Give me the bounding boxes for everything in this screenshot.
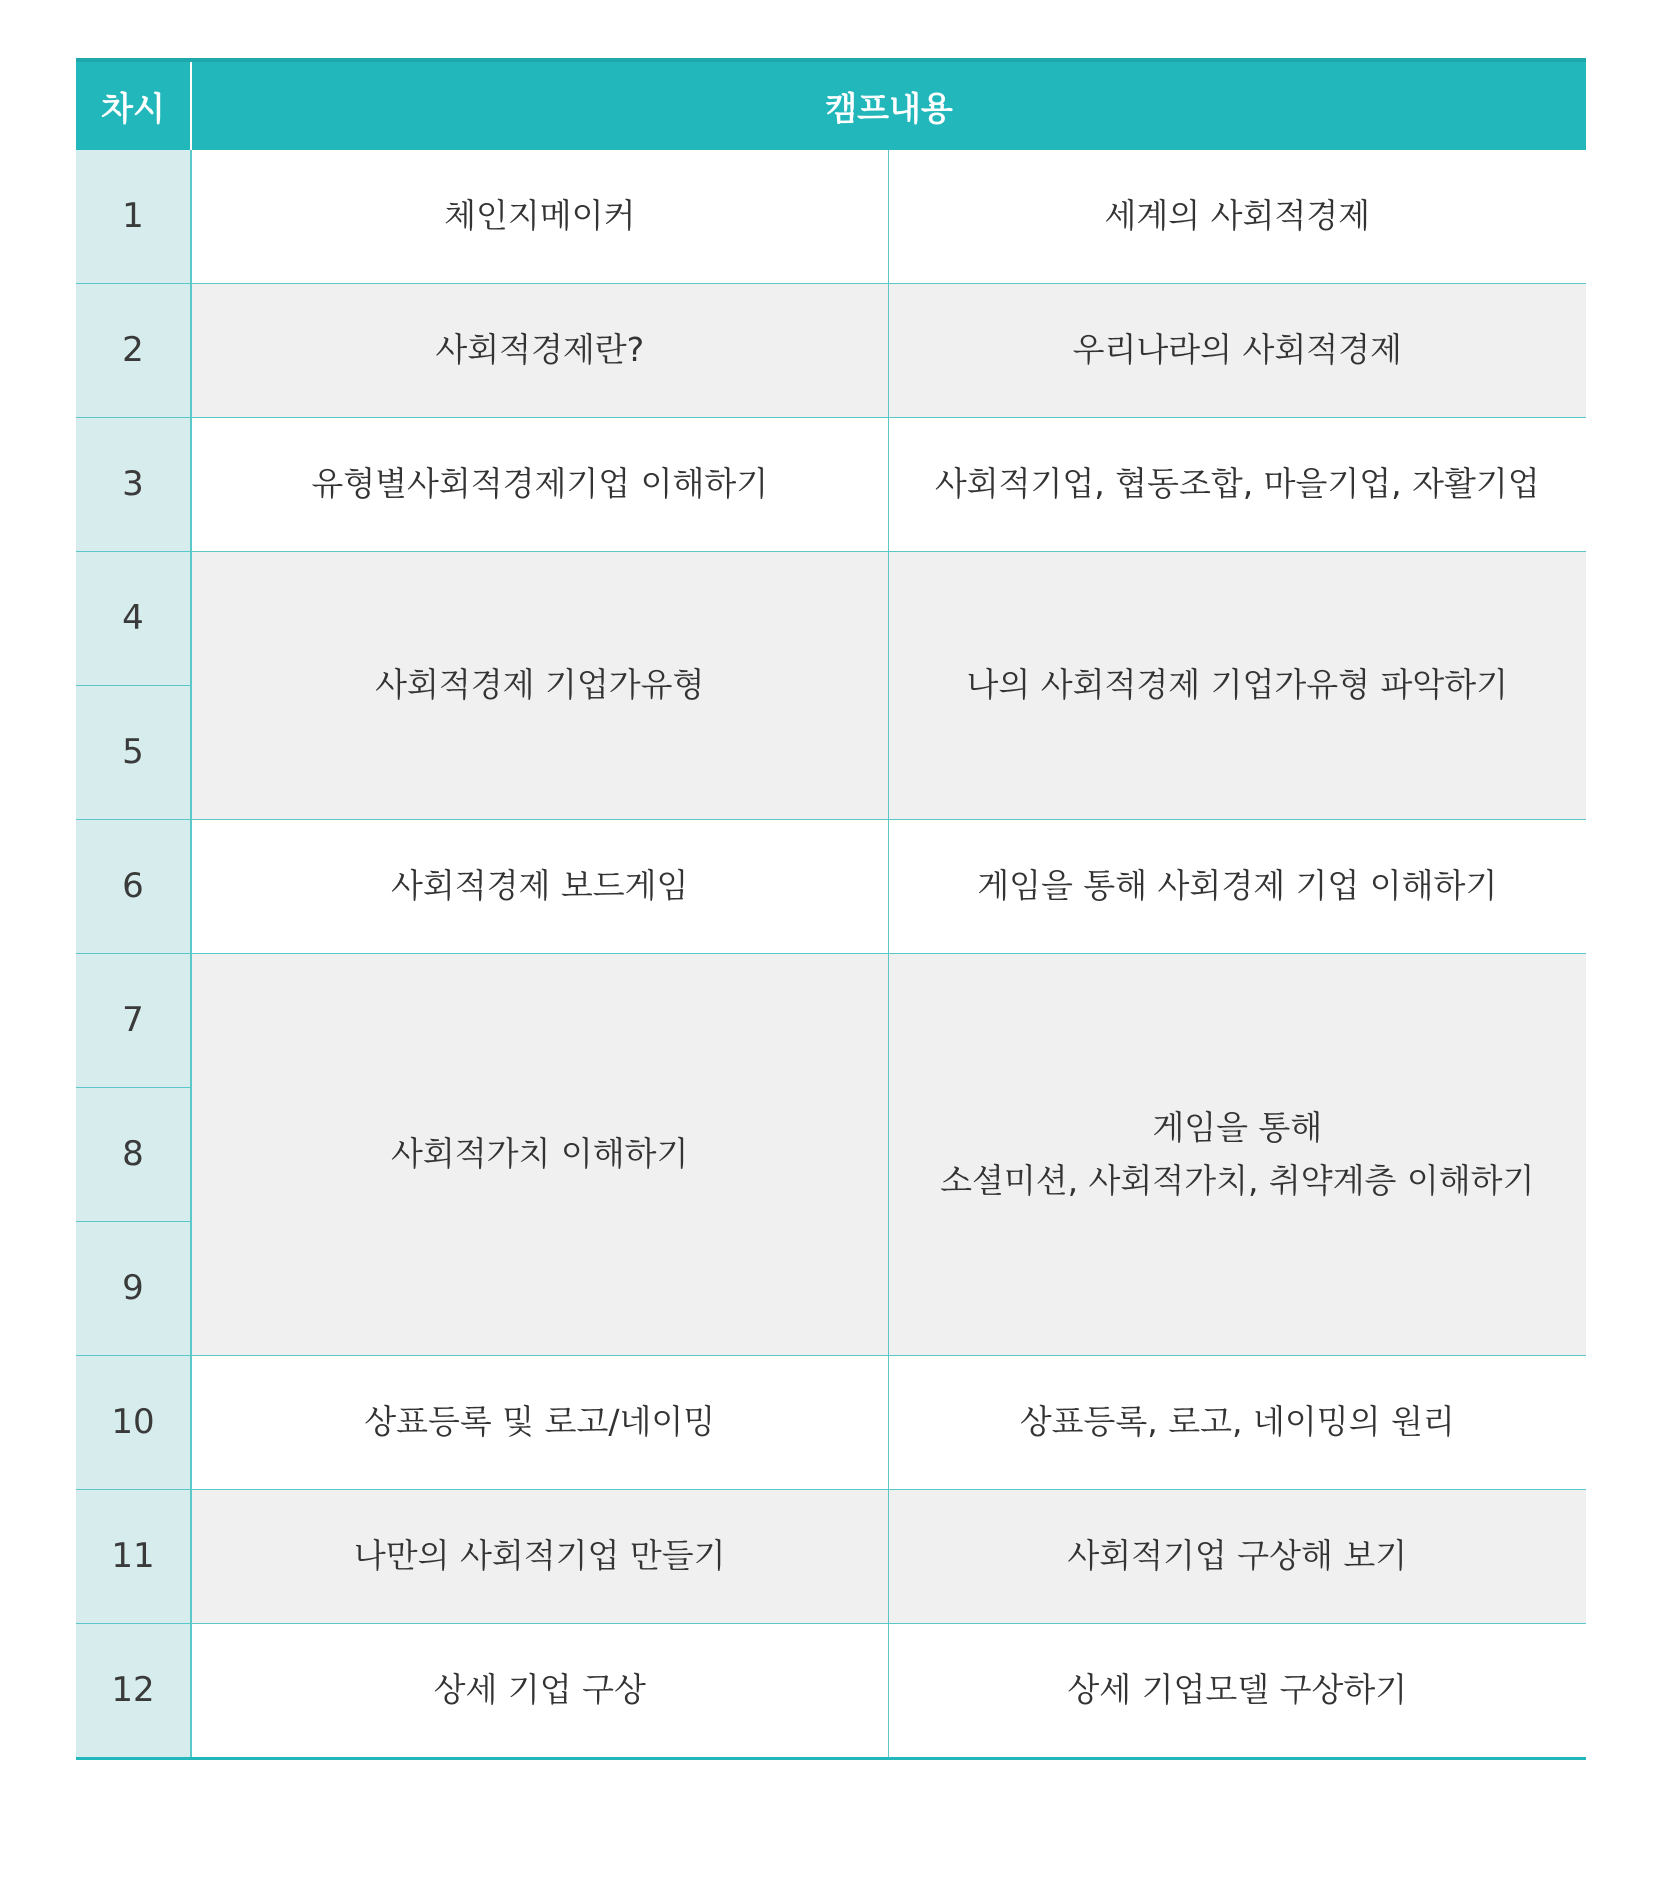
- session-detail: 상표등록, 로고, 네이밍의 원리: [888, 1356, 1586, 1490]
- table-row: [76, 284, 1586, 418]
- table-row: [76, 1356, 1586, 1490]
- session-topic: 나만의 사회적기업 만들기: [191, 1490, 888, 1624]
- header-camp-content: 캠프내용: [191, 60, 1586, 150]
- table-row: [76, 954, 1586, 1088]
- session-detail: 상세 기업모델 구상하기: [888, 1624, 1586, 1759]
- session-topic: 사회적가치 이해하기: [191, 954, 888, 1356]
- session-detail: 우리나라의 사회적경제: [888, 284, 1586, 418]
- session-number: 1: [76, 150, 191, 284]
- session-number: 2: [76, 284, 191, 418]
- session-number: 9: [76, 1222, 191, 1356]
- session-number: 11: [76, 1490, 191, 1624]
- session-topic: 사회적경제란?: [191, 284, 888, 418]
- session-detail: [888, 954, 1586, 1356]
- session-number: 5: [76, 686, 191, 820]
- session-topic: 사회적경제 기업가유형: [191, 552, 888, 820]
- session-number: 12: [76, 1624, 191, 1759]
- session-detail: 나의 사회적경제 기업가유형 파악하기: [888, 552, 1586, 820]
- session-topic: 유형별사회적경제기업 이해하기: [191, 418, 888, 552]
- table-row: [76, 552, 1586, 686]
- session-detail-line: 게임을 통해: [1152, 1107, 1323, 1147]
- session-detail: 사회적기업 구상해 보기: [888, 1490, 1586, 1624]
- table-row: [76, 820, 1586, 954]
- session-topic: 상표등록 및 로고/네이밍: [191, 1356, 888, 1490]
- session-detail: 게임을 통해 사회경제 기업 이해하기: [888, 820, 1586, 954]
- table-row: [76, 1490, 1586, 1624]
- table-header-row: [76, 60, 1586, 150]
- session-number: 8: [76, 1088, 191, 1222]
- session-number: 4: [76, 552, 191, 686]
- session-detail-line: 소셜미션, 사회적가치, 취약계층 이해하기: [940, 1160, 1535, 1200]
- session-detail: 세계의 사회적경제: [888, 150, 1586, 284]
- session-topic: 사회적경제 보드게임: [191, 820, 888, 954]
- table-row: [76, 1624, 1586, 1759]
- session-topic: 상세 기업 구상: [191, 1624, 888, 1759]
- session-number: 7: [76, 954, 191, 1088]
- table-row: [76, 418, 1586, 552]
- camp-schedule-table: [76, 58, 1586, 1760]
- session-number: 3: [76, 418, 191, 552]
- session-number: 6: [76, 820, 191, 954]
- table-row: [76, 150, 1586, 284]
- session-topic: 체인지메이커: [191, 150, 888, 284]
- session-detail: 사회적기업, 협동조합, 마을기업, 자활기업: [888, 418, 1586, 552]
- header-session: 차시: [76, 60, 191, 150]
- session-number: 10: [76, 1356, 191, 1490]
